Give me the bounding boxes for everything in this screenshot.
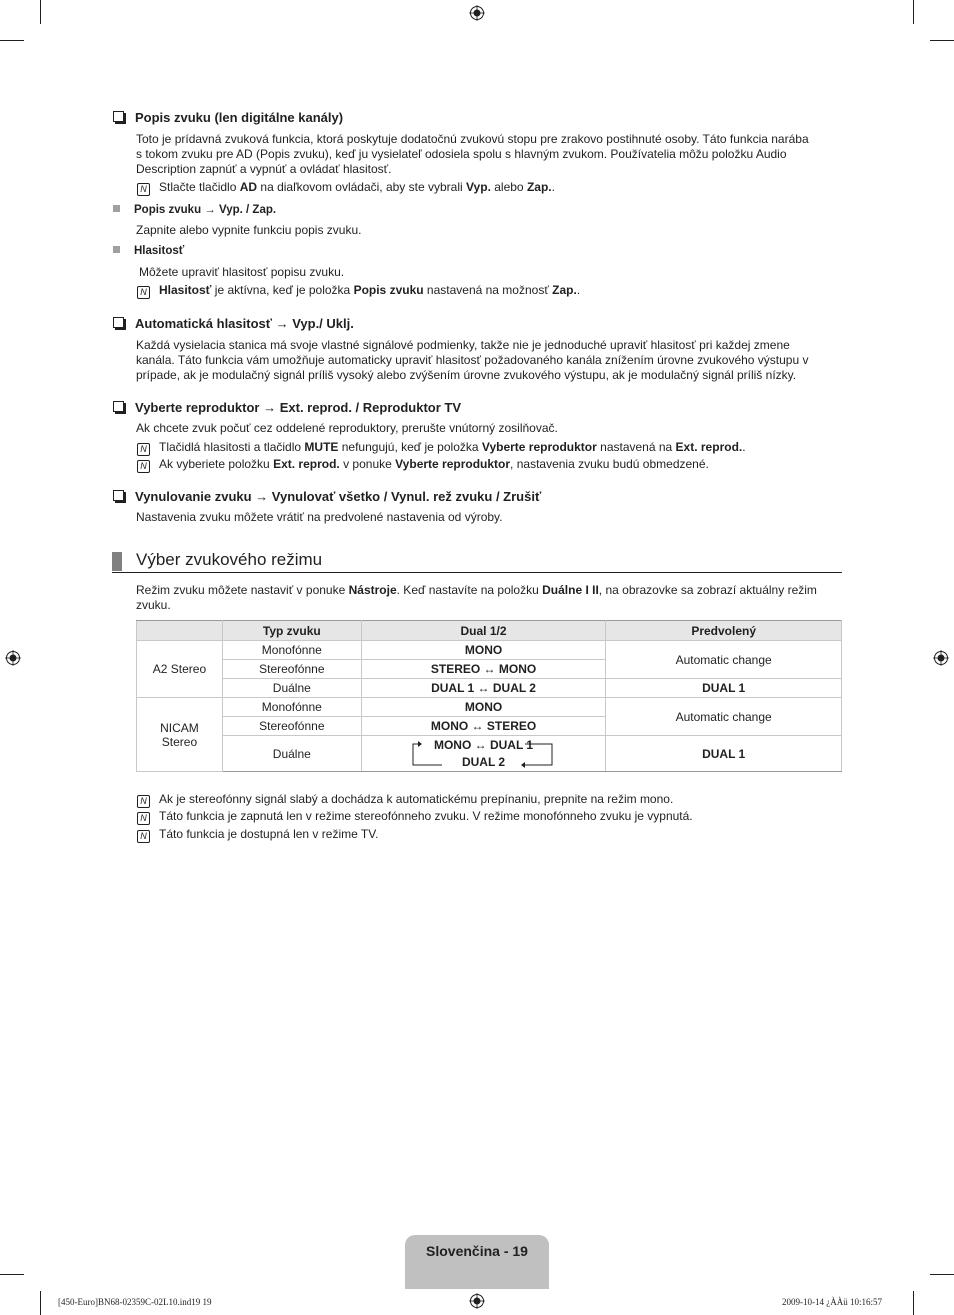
crop-mark <box>930 40 954 41</box>
note-icon: N <box>137 795 150 808</box>
system-cell: NICAM Stereo <box>137 698 223 772</box>
popis-zvuku-heading: Popis zvuku (len digitálne kanály) <box>113 110 343 125</box>
crop-mark <box>913 0 914 24</box>
table-cell: DUAL 1 <box>606 736 842 772</box>
registration-mark-icon <box>933 650 949 666</box>
sound-reset-text: Nastavenia zvuku môžete vrátiť na predvolené nastavenia od výroby. <box>136 510 503 524</box>
table-header-row <box>137 621 842 641</box>
square-bullet-icon <box>113 246 120 253</box>
checkbox-bullet-icon <box>113 490 124 501</box>
auto-volume-text: Každá vysielacia stanica má svoje vlastné signálové podmienky, takže nie je jednoduché upraviť hlasitosť pri každej zmene kanála. Táto funkcia vám umožňuje automaticky upraviť hlasitosť požadovaného kanála znížením úrovne zvukového výstupu v prípade, ak je modulačný signál príliš vysoký alebo zvýšením úrovne zvukového výstupu, ak je modulačný signál príliš nízky. <box>136 338 809 382</box>
checkbox-bullet-icon <box>113 317 124 328</box>
popis-zvuku-subtext: Zapnite alebo vypnite funkciu popis zvuku. <box>136 223 362 237</box>
speaker-select-heading: Vyberte reproduktor → Ext. reprod. / Reproduktor TV <box>113 400 461 415</box>
popis-zvuku-text: Toto je prídavná zvuková funkcia, ktorá poskytuje dodatočnú zvukovú stopu pre zrakovo postihnuté osoby. Táto funkcia narába s tokom zvuku pre AD (Popis zvuku), keď ju vysielateľ odosiela spolu s hlavným zvukom. Používatelia môžu položku Audio Description zapnúť a vypnúť a ovládať hlasitosť. <box>136 132 809 176</box>
table-cell: MONO ↔ STEREO <box>361 717 606 736</box>
crop-mark <box>930 1274 954 1275</box>
table-header: Predvolený <box>606 621 842 641</box>
cycle-arrow-icon <box>412 738 557 770</box>
popis-zvuku-note: N Stlačte tlačidlo AD na diaľkovom ovládači, aby ste vybrali Vyp. alebo Zap.. <box>137 180 555 196</box>
note-icon: N <box>137 286 150 299</box>
table-cell: STEREO ↔ MONO <box>361 660 606 679</box>
auto-volume-heading: Automatická hlasitosť → Vyp./ Uklj. <box>113 316 354 331</box>
registration-mark-icon <box>469 5 485 21</box>
table-cell: MONO <box>361 641 606 660</box>
table-header: Typ zvuku <box>222 621 361 641</box>
crop-mark <box>40 1291 41 1315</box>
table-row <box>137 679 842 698</box>
table-cell: Stereofónne <box>222 717 361 736</box>
sound-reset-heading: Vynulovanie zvuku → Vynulovať všetko / Vynul. rež zvuku / Zrušiť <box>113 489 541 504</box>
section-title: Výber zvukového režimu <box>112 550 842 573</box>
popis-zvuku-subheading: Popis zvuku → Vyp. / Zap. <box>113 204 276 216</box>
crop-mark <box>40 0 41 24</box>
mode-note-1: N Ak je stereofónny signál slabý a dochádza k automatickému prepínaniu, prepnite na režim mono. <box>137 792 673 808</box>
hlasitost-subheading: Hlasitosť <box>113 245 184 257</box>
note-icon: N <box>137 443 150 456</box>
checkbox-bullet-icon <box>113 401 124 412</box>
table-header: Dual 1/2 <box>361 621 606 641</box>
table-cell: Automatic change <box>606 641 842 679</box>
page-number-tab <box>405 1235 549 1289</box>
registration-mark-icon <box>5 650 21 666</box>
table-cell: MONO <box>361 698 606 717</box>
note-icon: N <box>137 460 150 473</box>
table-cell: Monofónne <box>222 698 361 717</box>
note-icon: N <box>137 830 150 843</box>
table-cell: Automatic change <box>606 698 842 736</box>
table-row <box>137 698 842 717</box>
table-row <box>137 641 842 660</box>
mode-note-2: N Táto funkcia je zapnutá len v režime stereofónneho zvuku. V režime monofónneho zvuku je vypnutá. <box>137 809 693 825</box>
hlasitost-note: N Hlasitosť je aktívna, keď je položka Popis zvuku nastavená na možnosť Zap.. <box>137 283 580 299</box>
page-number: Slovenčina - 19 <box>426 1243 528 1259</box>
print-imprint-left: [450-Euro]BN68-02359C-02L10.ind19 19 <box>58 1297 212 1307</box>
sound-mode-table <box>136 620 842 772</box>
table-row <box>137 736 842 772</box>
hlasitost-subtext: Môžete upraviť hlasitosť popisu zvuku. <box>139 265 345 279</box>
section-bar-icon <box>112 552 122 571</box>
crop-mark <box>913 1291 914 1315</box>
table-cell: MONO ↔ DUAL 1 DUAL 2 <box>361 736 606 772</box>
table-cell: DUAL 1 ↔ DUAL 2 <box>361 679 606 698</box>
speaker-note-2: N Ak vyberiete položku Ext. reprod. v ponuke Vyberte reproduktor, nastavenia zvuku budú obmedzené. <box>137 457 709 473</box>
system-cell: A2 Stereo <box>137 641 223 698</box>
speaker-note-1: N Tlačidlá hlasitosti a tlačidlo MUTE nefungujú, keď je položka Vyberte reproduktor nastavená na Ext. reprod.. <box>137 440 746 456</box>
square-bullet-icon <box>113 205 120 212</box>
table-cell: Monofónne <box>222 641 361 660</box>
section-intro: Režim zvuku môžete nastaviť v ponuke Nástroje. Keď nastavíte na položku Duálne I II, na obrazovke sa zobrazí aktuálny režim zvuku. <box>136 583 817 612</box>
table-header <box>137 621 223 641</box>
table-cell: Stereofónne <box>222 660 361 679</box>
print-imprint-right: 2009-10-14 ¿ÀÀü 10:16:57 <box>782 1297 882 1307</box>
table-cell: DUAL 1 <box>606 679 842 698</box>
registration-mark-icon <box>469 1293 485 1309</box>
table-cell: Duálne <box>222 679 361 698</box>
mode-note-3: N Táto funkcia je dostupná len v režime TV. <box>137 827 378 843</box>
note-icon: N <box>137 812 150 825</box>
crop-mark <box>0 1274 24 1275</box>
checkbox-bullet-icon <box>113 111 124 122</box>
note-icon: N <box>137 183 150 196</box>
crop-mark <box>0 40 24 41</box>
speaker-select-text: Ak chcete zvuk počuť cez oddelené reproduktory, prerušte vnútorný zosilňovač. <box>136 421 558 435</box>
table-cell: Duálne <box>222 736 361 772</box>
